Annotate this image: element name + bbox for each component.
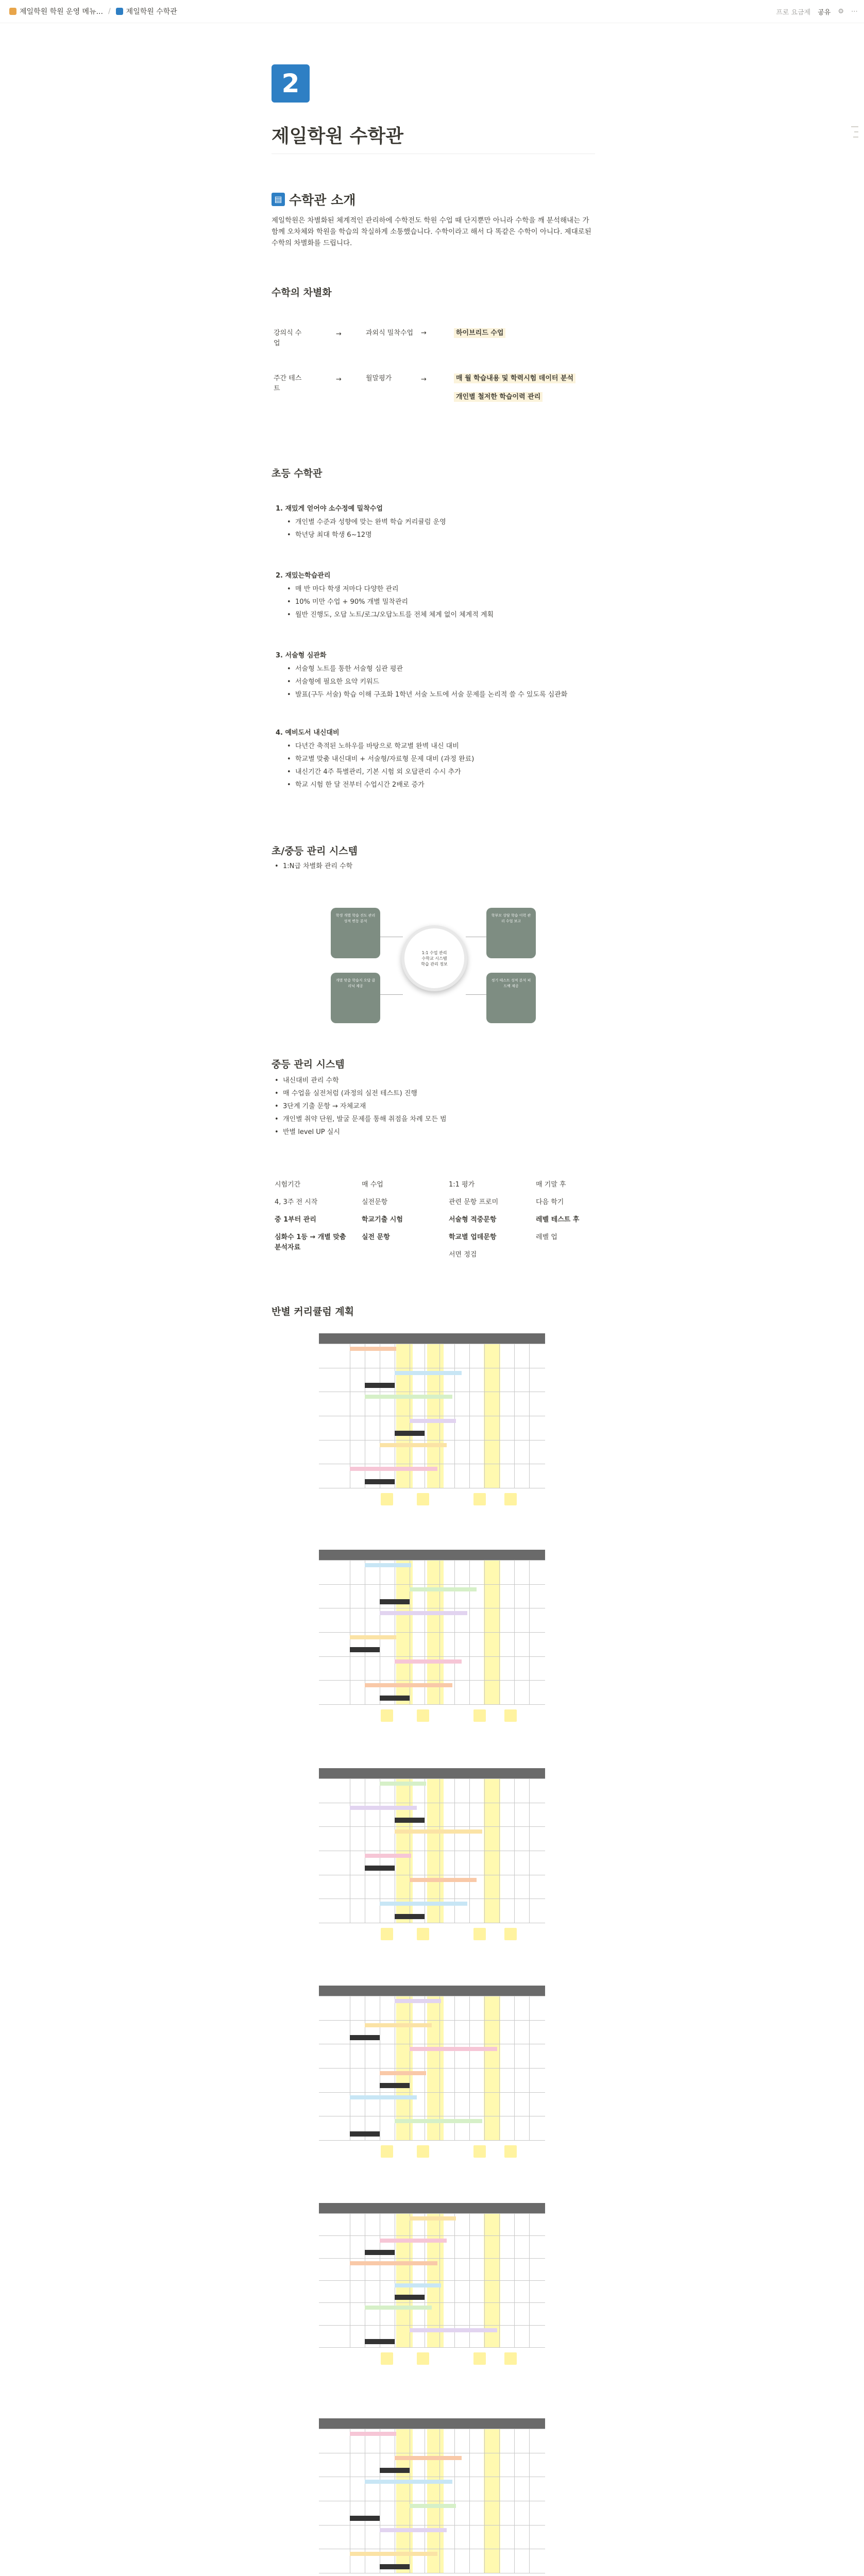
grid-cell: 매 기말 후: [536, 1181, 566, 1189]
plan-label[interactable]: 프로 요금제: [776, 8, 811, 16]
milestone-note: [417, 2145, 429, 2158]
milestone-note: [381, 2352, 393, 2365]
breadcrumb-current[interactable]: [113, 4, 180, 19]
elem-item-title: 4. 예비도서 내신대비: [276, 729, 340, 737]
list-item: • 10% 미만 수업 + 90% 개별 밀착관리: [284, 596, 585, 608]
elem-item: [276, 502, 585, 541]
schedule-block: [380, 2083, 410, 2088]
schedule-bar: [350, 2432, 396, 2436]
diff-r2c3b: [454, 392, 543, 402]
elem-item-title: 2. 재밌는학습관리: [276, 572, 331, 580]
schedule-bar: [410, 1878, 477, 1882]
grid-cell: 4, 3주 전 시작: [275, 1198, 318, 1206]
grid-cell: 다음 학기: [536, 1198, 564, 1206]
schedule-bar: [380, 1902, 467, 1906]
arrow-icon: →: [336, 330, 342, 338]
list-item: • 서술형에 필요한 요약 키워드: [284, 675, 585, 688]
grid-line: [319, 1704, 545, 1705]
schedule-bar: [395, 2456, 462, 2460]
schedule-bar: [410, 2216, 456, 2221]
schedule-bar: [365, 2023, 432, 2027]
schedule-block: [350, 2516, 380, 2521]
schedule-block: [380, 2468, 410, 2473]
share-button[interactable]: 공유: [818, 8, 831, 16]
milestone-note: [504, 2145, 517, 2158]
grid-line: [319, 1656, 545, 1657]
schedule-bar: [380, 2239, 447, 2243]
grid-cell: 서면 정검: [449, 1251, 477, 1259]
diff-flow: [272, 322, 595, 399]
milestone-note: [417, 1709, 429, 1722]
grid-cell: 학교별 업데문항: [449, 1233, 497, 1241]
top-bar: [0, 0, 864, 23]
list-item: • 월반 진행도, 오답 노트/로그/오답노트를 전체 체계 없이 체계적 계획: [284, 608, 585, 621]
table-header: [319, 1768, 545, 1778]
table-header: [319, 1986, 545, 1996]
schedule-bar: [350, 1806, 417, 1810]
grid-line: [319, 2325, 545, 2326]
curriculum-table: [319, 2203, 545, 2388]
grid-line: [319, 2068, 545, 2069]
toc-indicator[interactable]: [854, 131, 858, 132]
list-item: • 학년당 최대 학생 6~12명: [284, 529, 585, 541]
elem-item: [276, 569, 585, 621]
milestone-note: [504, 1493, 517, 1505]
schedule-bar: [365, 1683, 452, 1687]
grid-line: [319, 1632, 545, 1633]
schedule-bar: [395, 1999, 441, 2003]
page-title: 제일학원 수학관: [272, 126, 403, 147]
milestone-note: [381, 1493, 393, 1505]
middle-list: [272, 1074, 591, 1139]
grid-line: [319, 2092, 545, 2093]
middle-heading: 중등 관리 시스템: [272, 1059, 345, 1070]
list-item: • 1:N급 차별화 관리 수학: [272, 860, 581, 873]
schedule-bar: [380, 2071, 426, 2075]
milestone-note: [504, 1928, 517, 1940]
middle-grid: [272, 1178, 595, 1260]
milestone-note: [417, 1493, 429, 1505]
schedule-bar: [380, 1611, 467, 1615]
table-header: [319, 1550, 545, 1560]
list-item: • 다년간 축적된 노하우를 바탕으로 학교별 완벽 내신 대비: [284, 740, 585, 753]
schedule-block: [395, 1818, 425, 1823]
schedule-block: [350, 1647, 380, 1652]
list-item: • 발표(구두 서술) 학습 이해 구조화 1학년 서술 노트에 서술 문제를 논리적 쓸 수 있도록 심관화: [284, 688, 585, 701]
schedule-bar: [410, 1419, 456, 1423]
schedule-block: [350, 2035, 380, 2040]
schedule-block: [380, 1599, 410, 1604]
schedule-bar: [365, 1395, 452, 1399]
schedule-block: [365, 1479, 395, 1484]
grid-line: [319, 1680, 545, 1681]
system-card: 학생 개별 학습 진도 관리 성적 변동 분석: [331, 908, 380, 958]
elem-item-title: 1. 재밌게 얻어야 소수정예 밀착수업: [276, 505, 383, 513]
list-item: • 학교별 맞춤 내신대비 + 서술형/자료형 문제 대비 (과정 완료): [284, 753, 585, 766]
elem-item-title: 3. 서술형 심관화: [276, 652, 327, 659]
grid-cell: 관련 문항 프로미: [449, 1198, 499, 1206]
schedule-bar: [395, 1659, 462, 1664]
schedule-bar: [395, 2119, 482, 2123]
milestone-note: [417, 1928, 429, 1940]
schedule-block: [365, 1383, 395, 1388]
system-card: 학부모 상담 학습 이력 관리 수업 보고: [486, 908, 536, 958]
milestone-note: [473, 2145, 486, 2158]
elem-item: [276, 649, 585, 701]
page-number-icon[interactable]: 2: [272, 64, 310, 103]
grid-line: [319, 1560, 545, 1561]
list-item: • 학교 시험 한 달 전부터 수업시간 2배로 증가: [284, 778, 585, 791]
arrow-icon: →: [421, 329, 427, 337]
breadcrumb-separator: /: [108, 7, 111, 15]
milestone-note: [473, 2352, 486, 2365]
list-item: • 내신기간 4주 특별관리, 기본 시험 외 오답관리 수시 추가: [284, 766, 585, 778]
schedule-bar: [365, 1563, 411, 1567]
schedule-block: [380, 1696, 410, 1701]
milestone-note: [381, 1928, 393, 1940]
grid-line: [319, 2235, 545, 2236]
arrow-icon: →: [336, 376, 342, 383]
schedule-block: [365, 1866, 395, 1871]
schedule-block: [365, 2339, 395, 2344]
toc-indicator[interactable]: [853, 137, 858, 138]
grid-line: [319, 2258, 545, 2259]
list-item: • 3단계 기출 문항 → 자체교재: [272, 1100, 591, 1113]
schedule-bar: [350, 2261, 437, 2265]
system-hub: 1:1 수업 관리 수학교 시스템 학습 관리 정보: [401, 925, 467, 991]
diff-heading: 수학의 차별화: [272, 287, 332, 298]
grid-cell: 시험기간: [275, 1181, 301, 1189]
curriculum-table: [319, 1986, 545, 2181]
milestone-note: [417, 2352, 429, 2365]
schedule-bar: [365, 2306, 432, 2310]
midsys-list: [272, 860, 581, 873]
milestone-note: [473, 1928, 486, 1940]
grid-line: [319, 2140, 545, 2141]
schedule-bar: [350, 1635, 396, 1639]
connector-line: [466, 994, 486, 995]
grid-line: [319, 2347, 545, 2348]
arrow-icon: →: [421, 376, 427, 383]
list-item: • 내신대비 관리 수학: [272, 1074, 591, 1087]
schedule-bar: [380, 1443, 447, 1447]
grid-cell: 실전문항: [362, 1198, 388, 1206]
diff-r2c2: 월말평가: [366, 375, 392, 382]
grid-cell: 심화수 1등 → 개별 맞춤 분석자료: [275, 1233, 346, 1251]
page-icon: [9, 8, 16, 15]
milestone-note: [473, 1709, 486, 1722]
grid-line: [319, 2280, 545, 2281]
milestone-note: [473, 1493, 486, 1505]
book-icon: ▤: [272, 193, 285, 206]
schedule-block: [365, 2250, 395, 2255]
schedule-bar: [350, 2552, 437, 2556]
diff-r2c3b-text: 개인별 철저한 학습이력 관리: [454, 392, 543, 402]
schedule-bar: [365, 2480, 452, 2484]
milestone-note: [381, 1709, 393, 1722]
grid-cell: 학교기출 시험: [362, 1216, 403, 1224]
grid-line: [319, 2213, 545, 2214]
milestone-note: [504, 2352, 517, 2365]
schedule-block: [380, 2564, 410, 2569]
diff-r1c1: 강의식 수업: [274, 329, 302, 347]
grid-line: [319, 2525, 545, 2526]
list-item: • 매 반 마다 학생 저마다 다양한 관리: [284, 583, 585, 596]
grid-cell: 서술형 적중문항: [449, 1216, 497, 1224]
elem-item: [276, 726, 585, 791]
diff-r2c1: 주간 테스트: [274, 375, 302, 393]
grid-line: [319, 2020, 545, 2021]
grid-cell: 매 수업: [362, 1181, 383, 1189]
grid-line: [319, 1826, 545, 1827]
schedule-block: [395, 1914, 425, 1919]
schedule-block: [395, 2295, 425, 2300]
table-header: [319, 1333, 545, 1344]
connector-line: [380, 994, 403, 995]
milestone-note: [504, 1709, 517, 1722]
list-item: • 매 수업을 실전처럼 (과정의 실전 테스트) 진행: [272, 1087, 591, 1100]
schedule-block: [395, 1431, 425, 1436]
diff-r1c3: [454, 328, 505, 338]
breadcrumb-current-label: 제일학원 수학관: [126, 8, 177, 16]
curriculum-table: [319, 1768, 545, 1964]
diff-r1c3-text: 하이브리드 수업: [454, 328, 505, 338]
milestone-note: [381, 2145, 393, 2158]
breadcrumb-parent-label: 제일학원 학원 운영 메뉴...: [20, 8, 103, 16]
schedule-bar: [395, 1829, 482, 1834]
table-header: [319, 2418, 545, 2429]
schedule-bar: [365, 1854, 411, 1858]
grid-line: [319, 2302, 545, 2303]
schedule-bar: [395, 2283, 441, 2287]
curriculum-table: [319, 1333, 545, 1529]
schedule-bar: [410, 2504, 456, 2508]
list-item: • 개인별 수준과 성향에 맞는 완벽 학습 커리큘럼 운영: [284, 516, 585, 529]
midsys-heading: 초/중등 관리 시스템: [272, 845, 358, 857]
schedule-bar: [350, 1467, 437, 1471]
schedule-block: [350, 2131, 380, 2137]
curriculum-table: [319, 1550, 545, 1745]
toc-indicator[interactable]: [851, 126, 858, 127]
grid-cell: 레벨 업: [536, 1233, 557, 1241]
grid-cell: 실전 문항: [362, 1233, 390, 1241]
intro-heading-text: 수학관 소개: [289, 193, 356, 208]
system-card: 정기 테스트 성적 분석 피드백 제공: [486, 973, 536, 1023]
intro-body: 제일학원은 차별화된 체계적인 관리하에 수학전도 학원 수업 때 단지뿐만 아니라 수학을 깨 분석해내는 가 함께 오차체와 학원을 학습의 착실하게 소통했습니다. 수학이라고 해서 다 똑같은 수학이 아니다. 제대로된 수학의 차별화를 드립니다.: [272, 216, 591, 247]
grid-cell: 1:1 평가: [449, 1181, 475, 1189]
more-icon[interactable]: ⋯: [851, 7, 858, 15]
intro-heading: [272, 190, 355, 209]
page-icon: [116, 8, 123, 15]
schedule-bar: [350, 1347, 396, 1351]
list-item: • 개인별 취약 단원, 발굴 문제를 통해 취점을 차례 모든 범: [272, 1113, 591, 1126]
schedule-bar: [410, 2328, 497, 2332]
grid-cell: 레벨 테스트 후: [536, 1216, 580, 1224]
breadcrumb-parent[interactable]: [6, 4, 106, 19]
schedule-bar: [395, 1371, 462, 1375]
grid-line: [319, 1584, 545, 1585]
diff-r2c3a: [454, 374, 575, 384]
table-header: [319, 2203, 545, 2213]
schedule-bar: [410, 1587, 477, 1591]
grid-cell: 중 1부터 관리: [275, 1216, 316, 1224]
settings-icon[interactable]: ⚙: [838, 7, 844, 15]
list-item: • 서술형 노트를 통한 서술형 심관 평관: [284, 663, 585, 675]
schedule-bar: [350, 2095, 417, 2099]
system-card: 개별 맞춤 학습지 오답 클리닉 제공: [331, 973, 380, 1023]
schedule-bar: [380, 1782, 426, 1786]
grid-line: [319, 1778, 545, 1779]
curriculum-table: [319, 2418, 545, 2576]
diff-r2c3a-text: 매 월 학습내용 및 학력시험 데이터 분석: [454, 374, 575, 383]
schedule-bar: [380, 2528, 447, 2532]
diff-r1c2: 과외식 밀착수업: [366, 329, 414, 337]
schedule-bar: [410, 2047, 497, 2051]
curriculum-heading: 반별 커리큘럼 계획: [272, 1306, 354, 1317]
list-item: • 반별 level UP 실시: [272, 1126, 591, 1139]
elem-heading: 초등 수학관: [272, 468, 323, 479]
